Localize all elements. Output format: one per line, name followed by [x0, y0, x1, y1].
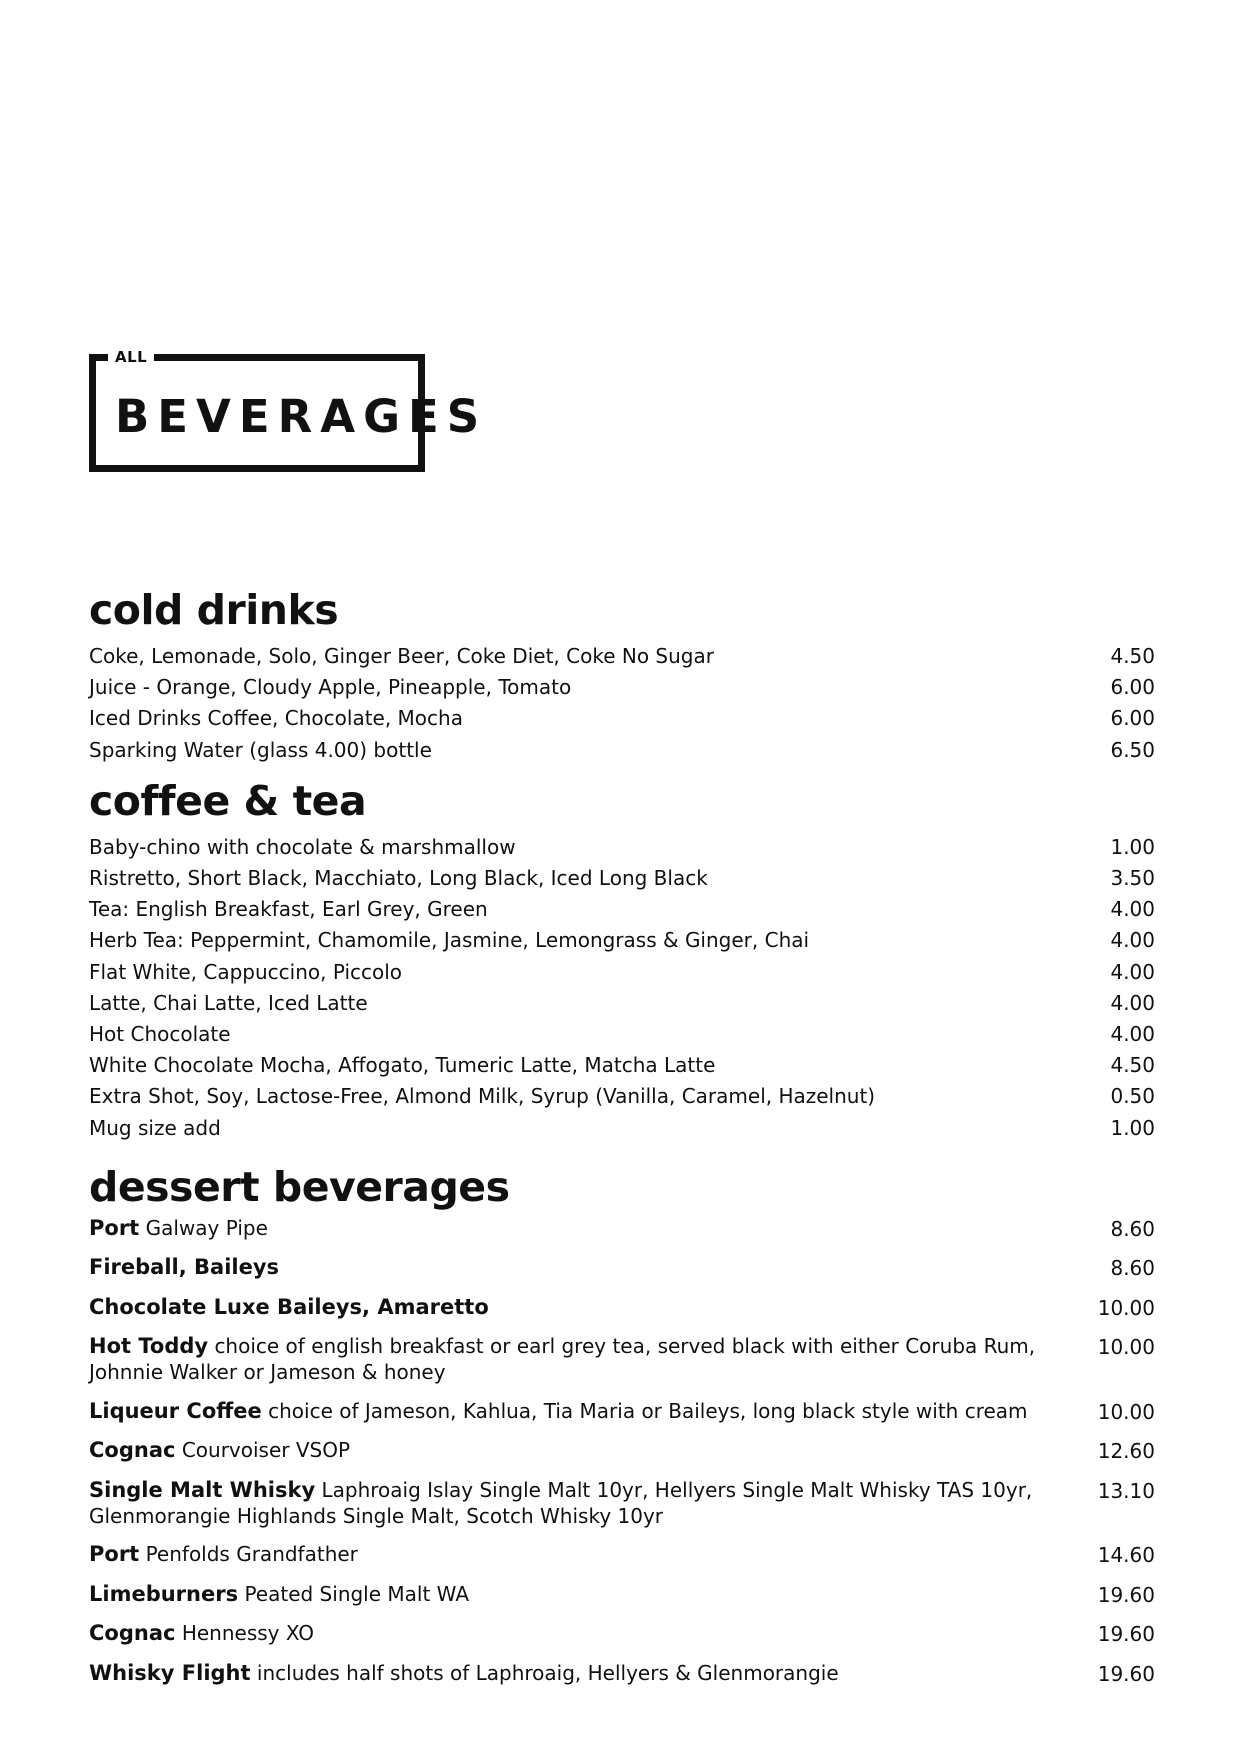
- item-name: Hot Toddy: [89, 1334, 209, 1359]
- item-description: Flat White, Cappuccino, Piccolo: [89, 959, 403, 984]
- item-name: Whisky Flight: [89, 1660, 251, 1685]
- item-description: [89, 1398, 1075, 1424]
- item-price: 6.00: [1110, 675, 1155, 700]
- item-name: Cognac: [89, 1438, 176, 1463]
- menu-item: [89, 1437, 1155, 1464]
- menu-item: [89, 1333, 1155, 1385]
- item-name: Port: [89, 1215, 140, 1240]
- menu-item: [89, 1294, 1155, 1321]
- item-price: 1.00: [1110, 1115, 1155, 1140]
- section-cold-drinks: [89, 585, 1155, 766]
- item-description: [89, 1333, 1075, 1385]
- item-name: Liqueur Coffee: [89, 1398, 262, 1423]
- item-description: Mug size add: [89, 1115, 221, 1140]
- section-dessert-beverages: [89, 1162, 1155, 1687]
- item-description: Juice - Orange, Cloudy Apple, Pineapple, Tomato: [89, 675, 572, 700]
- item-price: 4.50: [1110, 1053, 1155, 1078]
- menu-item: [89, 672, 1155, 703]
- menu-item: [89, 1398, 1155, 1425]
- logo-big-text: BEVERAGES: [115, 390, 488, 443]
- menu-item: [89, 1081, 1155, 1112]
- item-detail: Hennessy XO: [181, 1621, 315, 1646]
- item-price: 10.00: [1097, 1399, 1155, 1424]
- item-price: 3.50: [1110, 866, 1155, 891]
- menu-item: [89, 1541, 1155, 1568]
- item-description: Baby-chino with chocolate & marshmallow: [89, 834, 516, 859]
- section-title: cold drinks: [89, 586, 339, 634]
- item-price: 8.60: [1110, 1216, 1155, 1241]
- logo-small-text: ALL: [108, 348, 154, 366]
- item-price: 4.00: [1110, 928, 1155, 953]
- menu-item: [89, 1019, 1155, 1050]
- item-description: [89, 1581, 1075, 1607]
- item-price: 19.60: [1097, 1582, 1155, 1607]
- section-title: dessert beverages: [89, 1162, 510, 1211]
- item-detail: Courvoiser VSOP: [181, 1438, 351, 1463]
- item-detail: choice of Jameson, Kahlua, Tia Maria or Baileys, long black style with cream: [268, 1398, 1028, 1423]
- menu-item: [89, 1581, 1155, 1608]
- item-price: 4.00: [1110, 1022, 1155, 1047]
- item-description: Coke, Lemonade, Solo, Ginger Beer, Coke Diet, Coke No Sugar: [89, 644, 714, 668]
- item-description: Herb Tea: Peppermint, Chamomile, Jasmine, Lemongrass & Ginger, Chai: [89, 928, 810, 953]
- item-price: 19.60: [1097, 1622, 1155, 1647]
- item-price: 4.00: [1110, 959, 1155, 984]
- menu-item: [89, 1620, 1155, 1647]
- item-price: 4.00: [1110, 990, 1155, 1015]
- item-description: [89, 1294, 1075, 1320]
- item-price: 4.00: [1110, 897, 1155, 922]
- menu-item: [89, 1113, 1155, 1144]
- beverages-logo: [89, 348, 488, 472]
- item-description: White Chocolate Mocha, Affogato, Tumeric Latte, Matcha Latte: [89, 1053, 716, 1078]
- item-description: [89, 1660, 1075, 1686]
- menu-item: [89, 1050, 1155, 1081]
- item-detail: Laphroaig Islay Single Malt 10yr, Hellyers Single Malt Whisky TAS 10yr, Glenmorangie Highlands Single Malt, Scotch Whisky 10yr: [89, 1477, 1033, 1528]
- item-name: Limeburners: [89, 1581, 239, 1606]
- item-price: 10.00: [1097, 1295, 1155, 1320]
- item-price: 4.50: [1110, 644, 1155, 668]
- item-description: Extra Shot, Soy, Lactose-Free, Almond Milk, Syrup (Vanilla, Caramel, Hazelnut): [89, 1084, 876, 1109]
- item-name: Fireball, Baileys: [89, 1255, 280, 1280]
- menu-item: [89, 735, 1155, 766]
- item-description: Latte, Chai Latte, Iced Latte: [89, 990, 368, 1015]
- item-price: 6.50: [1110, 737, 1155, 762]
- item-description: [89, 1254, 1075, 1280]
- item-price: 1.00: [1110, 834, 1155, 859]
- item-name: Port: [89, 1542, 140, 1567]
- item-description: [89, 1437, 1075, 1463]
- item-name: Single Malt Whisky: [89, 1477, 316, 1502]
- item-price: 19.60: [1097, 1661, 1155, 1686]
- item-detail: Penfolds Grandfather: [145, 1542, 358, 1567]
- item-price: 0.50: [1110, 1084, 1155, 1109]
- item-price: 12.60: [1097, 1439, 1155, 1464]
- item-description: [89, 1620, 1075, 1646]
- item-detail: Peated Single Malt WA: [244, 1581, 470, 1606]
- item-price: 13.10: [1097, 1478, 1155, 1503]
- item-detail: choice of english breakfast or earl grey tea, served black with either Coruba Rum, Johnnie Walker or Jameson & honey: [89, 1334, 1036, 1385]
- item-price: 10.00: [1097, 1335, 1155, 1360]
- section-coffee-tea: [89, 776, 1155, 1144]
- section-title: coffee & tea: [89, 776, 367, 825]
- item-description: Hot Chocolate: [89, 1022, 231, 1047]
- menu-item: [89, 894, 1155, 925]
- item-description: [89, 1541, 1075, 1567]
- menu-item: [89, 641, 1155, 672]
- item-description: Tea: English Breakfast, Earl Grey, Green: [89, 897, 488, 922]
- item-description: [89, 1477, 1075, 1529]
- menu-item: [89, 925, 1155, 956]
- menu-item: [89, 1477, 1155, 1529]
- beverage-menu: [89, 585, 1155, 1699]
- item-name: Chocolate Luxe Baileys, Amaretto: [89, 1294, 489, 1319]
- menu-item: [89, 957, 1155, 988]
- item-description: Sparking Water (glass 4.00) bottle: [89, 737, 432, 762]
- item-description: [89, 1215, 1075, 1241]
- menu-item: [89, 1660, 1155, 1687]
- menu-item: [89, 832, 1155, 863]
- item-price: 14.60: [1097, 1543, 1155, 1568]
- item-detail: includes half shots of Laphroaig, Hellyers & Glenmorangie: [256, 1660, 839, 1685]
- menu-item: [89, 988, 1155, 1019]
- menu-item: [89, 1254, 1155, 1281]
- menu-item: [89, 1215, 1155, 1242]
- item-name: Cognac: [89, 1621, 176, 1646]
- item-detail: Galway Pipe: [145, 1215, 268, 1240]
- item-price: 6.00: [1110, 706, 1155, 731]
- menu-item: [89, 703, 1155, 734]
- menu-item: [89, 863, 1155, 894]
- item-description: Iced Drinks Coffee, Chocolate, Mocha: [89, 706, 463, 731]
- item-price: 8.60: [1110, 1256, 1155, 1281]
- item-description: Ristretto, Short Black, Macchiato, Long Black, Iced Long Black: [89, 866, 708, 891]
